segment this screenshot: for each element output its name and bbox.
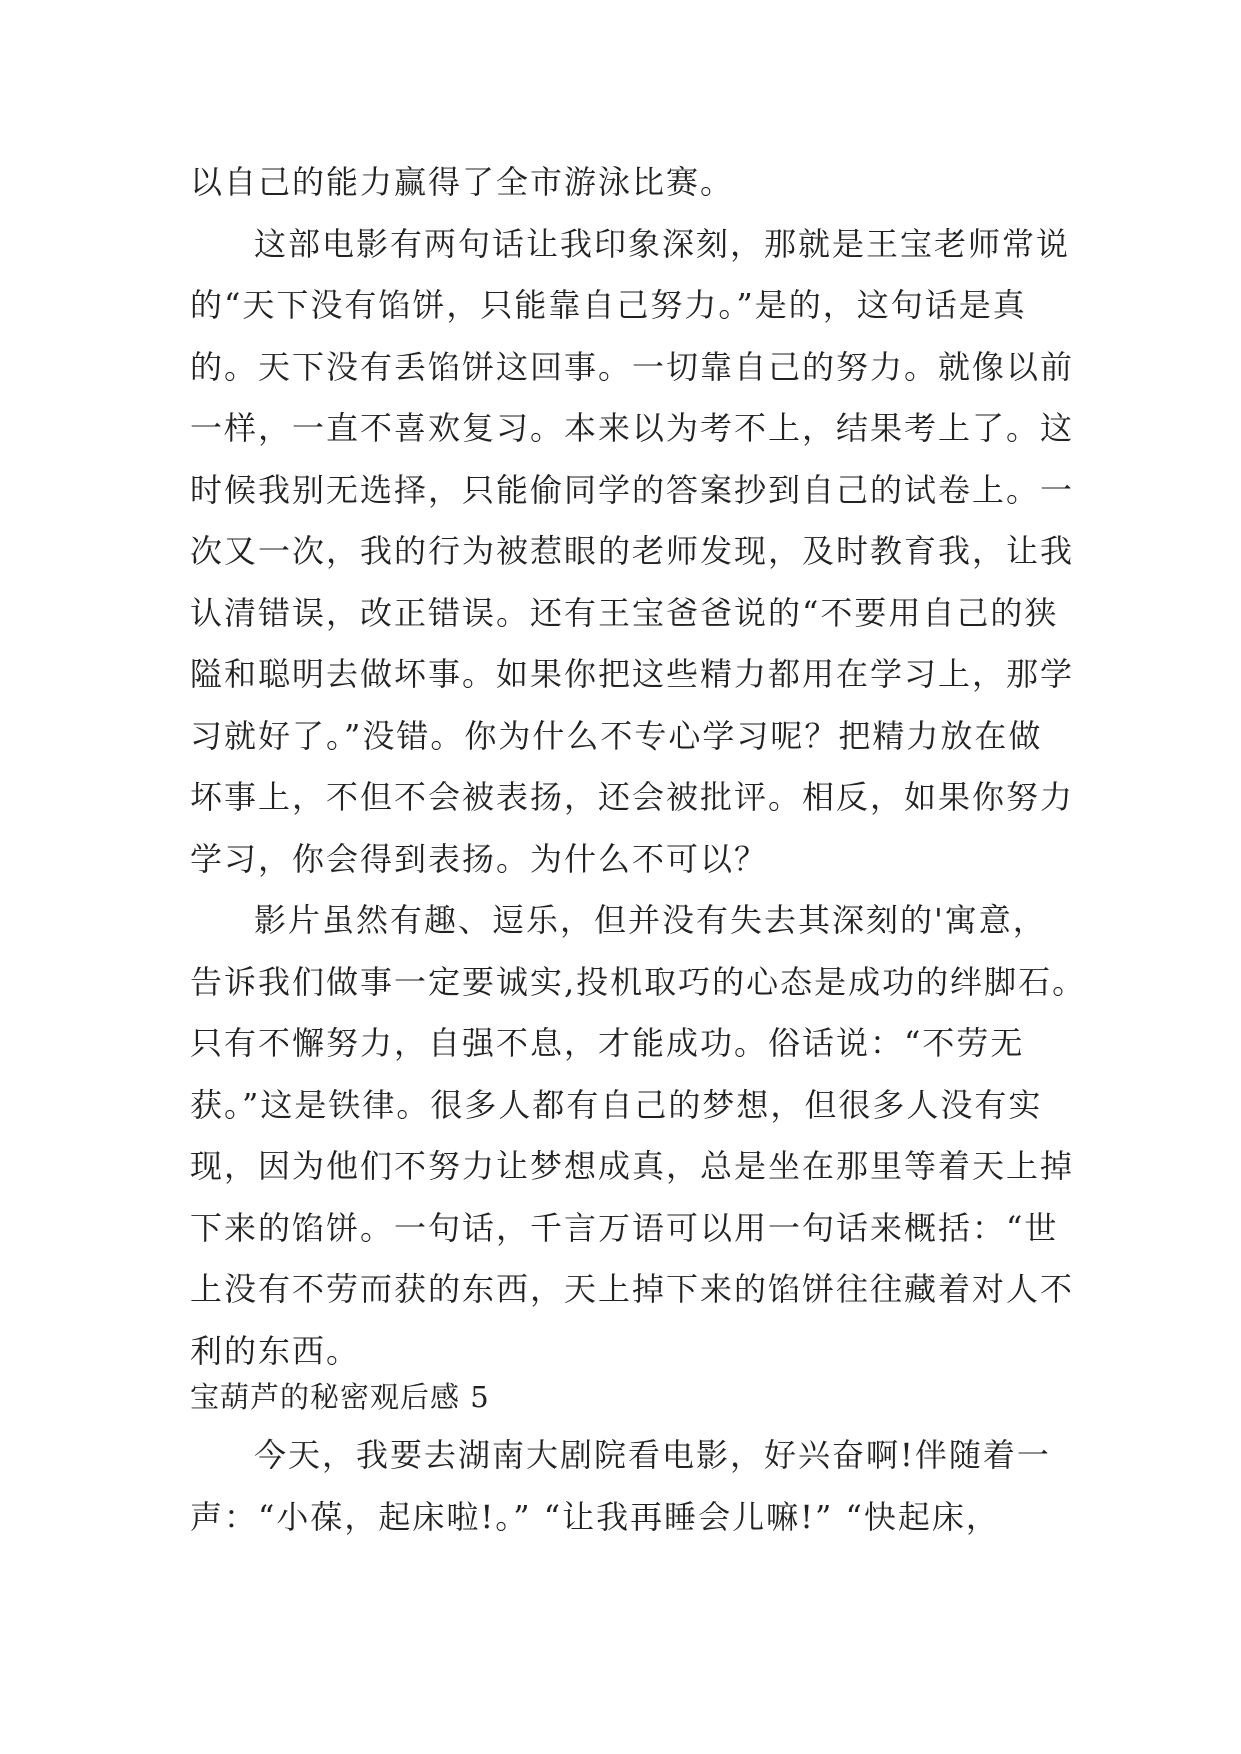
text-line: 隘和聪明去做坏事。如果你把这些精力都用在学习上，那学 [190,655,1075,693]
text-line: 的“天下没有馅饼，只能靠自己努力。”是的，这句话是真 [190,286,1027,324]
text-line: 时候我别无选择，只能偷同学的答案抄到自己的试卷上。一 [190,470,1075,509]
text-line: 利的东西。 [190,1331,361,1370]
text-line: 只有不懈努力，自强不息，才能成功。俗话说：“不劳无 [190,1024,1025,1062]
text-line: 坏事上，不但不会被表扬，还会被批评。相反，如果你努力 [190,778,1075,816]
text-line: 学习，你会得到表扬。为什么不可以？ [190,839,769,878]
text-line: 下来的馅饼。一句话，千言万语可以用一句话来概括：“世 [190,1208,1059,1247]
text-line: 次又一次，我的行为被惹眼的老师发现，及时教育我，让我 [190,532,1075,570]
paragraph-start-line: 这部电影有两句话让我印象深刻，那就是王宝老师常说 [254,224,1071,263]
text-line: 一样，一直不喜欢复习。本来以为考不上，结果考上了。这 [190,409,1075,447]
text-line: 声：“小葆，起床啦!。” “让我再睡会儿嘛!” “快起床， [190,1497,1000,1536]
section-heading: 宝葫芦的秘密观后感 5 [190,1380,490,1414]
text-line: 习就好了。”没错。你为什么不专心学习呢？把精力放在做 [190,716,1043,755]
text-line: 上没有不劳而获的东西，天上掉下来的馅饼往往藏着对人不 [190,1270,1075,1308]
text-line: 获。”这是铁律。很多人都有自己的梦想，但很多人没有实 [190,1085,1043,1124]
text-line: 告诉我们做事一定要诚实,投机取巧的心态是成功的绊脚石。 [190,962,1087,1001]
text-line: 认清错误，改正错误。还有王宝爸爸说的“不要用自己的狭 [190,593,1059,632]
text-line: 以自己的能力赢得了全市游泳比赛。 [190,163,735,201]
text-line: 的。天下没有丢馅饼这回事。一切靠自己的努力。就像以前 [190,347,1075,386]
text-line: 现，因为他们不努力让梦想成真，总是坐在那里等着天上掉 [190,1147,1075,1185]
body-text-section-2 [190,1425,1050,1548]
body-text-section-1 [190,152,1087,1382]
paragraph-start-line: 今天，我要去湖南大剧院看电影，好兴奋啊!伴随着一 [254,1436,1051,1474]
paragraph-start-line: 影片虽然有趣、逗乐，但并没有失去其深刻的'寓意， [254,901,1047,939]
